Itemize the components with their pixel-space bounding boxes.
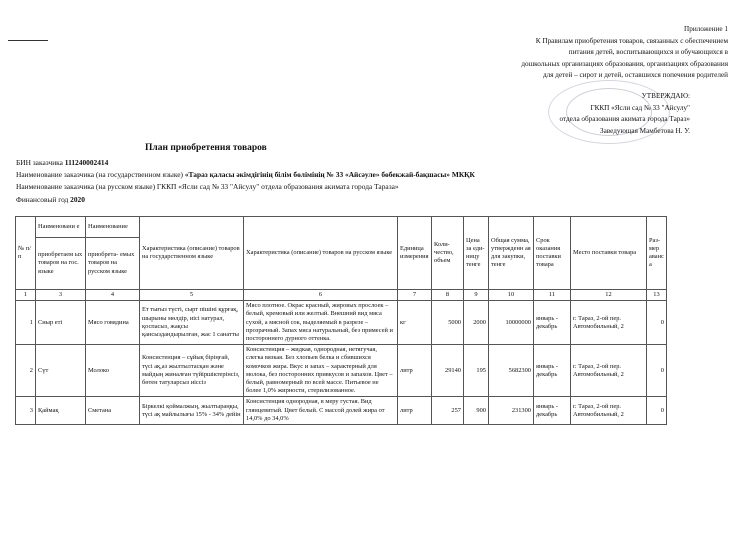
item-qty: 257: [432, 397, 464, 425]
column-number-row: [16, 290, 667, 301]
table-row: [16, 345, 667, 397]
header-advance: Раз- мер аванса: [647, 217, 667, 290]
item-unit: литр: [398, 345, 432, 397]
row-number: 2: [16, 345, 36, 397]
row-number: 1: [16, 301, 36, 345]
column-number: 5: [140, 290, 244, 301]
item-unit: литр: [398, 397, 432, 425]
item-price: 2000: [464, 301, 489, 345]
financial-year-line: [16, 195, 85, 204]
item-price: 195: [464, 345, 489, 397]
appendix-line: Приложение 1: [684, 25, 728, 33]
item-name-kz: Сүт: [36, 345, 86, 397]
header-char-kz: Характеристика (описание) товаров на государственном языке: [140, 217, 244, 290]
customer-name-state-value: «Тараз қаласы әкімдігінің білім бөлімінің № 33 «Айсәуле» бөбекжай-бақшасы» МКҚК: [184, 170, 475, 179]
column-number: 9: [464, 290, 489, 301]
column-number: 13: [647, 290, 667, 301]
table-row: [16, 397, 667, 425]
approval-line: УТВЕРЖДАЮ:: [641, 92, 690, 100]
item-qty: 29140: [432, 345, 464, 397]
item-qty: 5000: [432, 301, 464, 345]
column-number: 1: [16, 290, 36, 301]
procurement-table: [15, 216, 667, 425]
item-place: г. Тараз, 2-ой пер. Автомобильный, 2: [571, 345, 647, 397]
row-number: 3: [16, 397, 36, 425]
bin-value: 111240002414: [64, 158, 109, 167]
item-total: 231300: [489, 397, 534, 425]
column-number: 12: [571, 290, 647, 301]
header-char-ru: Характеристика (описание) товаров на русском языке: [244, 217, 398, 290]
page-title: План приобретения товаров: [145, 143, 267, 153]
item-price: 900: [464, 397, 489, 425]
customer-name-state-label: Наименование заказчика (на государственном языке): [16, 170, 185, 179]
bin-line: [16, 158, 108, 167]
column-number: 11: [534, 290, 571, 301]
item-advance: 0: [647, 345, 667, 397]
item-name-ru: Мясо говядина: [86, 301, 140, 345]
item-char-ru: Консистенция – жидкая, однородная, нетягучая, слегка вязкая. Без хлопьев белка и сбившихся комочков жира. Вкус и запах – характерный для молока, без посторонних привкусов и запахов. Цвет – белый, равномерный по всей массе. Питьевое не более 1,0% жирности, стерилизованное.: [244, 345, 398, 397]
appendix-line: для детей – сирот и детей, оставшихся попечения родителей: [542, 71, 728, 79]
item-char-kz: Ет тығыз түсті, сырт пішіні құрғақ, шырыны мөлдір, иісі натурал, қоспасыз, жақсы қансыздандырылған, жас 1 санатты: [140, 301, 244, 345]
item-char-ru: Мясо плотное. Окрас красный, жировых прослоек – белый, кремовый или желтый. Внешний вид мяса сухой, а мясной сок, выделяемый в разрезе – прозрачный. Запах мяса натуральный, без примесей и постороннего дурного оттенка.: [244, 301, 398, 345]
table-row: [16, 301, 667, 345]
separator-line: [8, 40, 48, 41]
column-number: 4: [86, 290, 140, 301]
header-place: Место поставки товара: [571, 217, 647, 290]
approval-block: [370, 91, 690, 137]
appendix-line: дошкольных организациях образования, организациях образования: [521, 59, 728, 68]
appendix-block: [388, 24, 728, 82]
header-unit: Единица измерения: [398, 217, 432, 290]
item-name-kz: Қаймақ: [36, 397, 86, 425]
column-number: 7: [398, 290, 432, 301]
header-name-kz: приобретаем ых товаров на гос. языке: [36, 238, 86, 290]
item-name-ru: Сметана: [86, 397, 140, 425]
header-price: Цена за еди- ницу тенге: [464, 217, 489, 290]
appendix-line: К Правилам приобретения товаров, связанных с обеспечением: [535, 36, 728, 45]
header-num: № п/п: [16, 217, 36, 290]
header-term: Срок оказания поставки товара: [534, 217, 571, 290]
approval-line: отдела образования акимата города Тараз»: [559, 115, 690, 123]
item-place: г. Тараз, 2-ой пер. Автомобильный, 2: [571, 397, 647, 425]
item-char-kz: Консистенция – сұйық біріңғай, түсі ақ,аз жылтылтасқан және майдың жиналған түйіршіктерінсіз, бөтен татуларсыз иіссіз: [140, 345, 244, 397]
item-advance: 0: [647, 301, 667, 345]
appendix-line: питания детей, воспитывающихся и обучающихся в: [568, 48, 728, 56]
item-total: 10000000: [489, 301, 534, 345]
header-qty: Коли- чество, объем: [432, 217, 464, 290]
item-name-ru: Молоко: [86, 345, 140, 397]
item-name-kz: Сиыр еті: [36, 301, 86, 345]
item-char-kz: Біркелкі қоймалжың, жылтыраңқы, түсі ақ майлылығы 15% - 34% дейін: [140, 397, 244, 425]
header-total: Общая сумма, утвержденн ая для закупки, тенге: [489, 217, 534, 290]
item-unit: кг: [398, 301, 432, 345]
financial-year-label: Финансовый год: [16, 195, 71, 204]
item-term: январь - декабрь: [534, 345, 571, 397]
customer-name-ru-line: Наименование заказчика (на русском языке) ГККП «Ясли сад № 33 "Айсулу" отдела образования акимата города Тараза»: [16, 182, 399, 191]
item-char-ru: Консистенция однородная, в меру густая. Вид глянцевитый. Цвет белый. С массой долей жира от 14,0% до 34,0%: [244, 397, 398, 425]
item-term: январь - декабрь: [534, 301, 571, 345]
header-name-group2: Наименование: [86, 217, 140, 238]
column-number: 3: [36, 290, 86, 301]
column-number: 8: [432, 290, 464, 301]
item-place: г. Тараз, 2-ой пер. Автомобильный, 2: [571, 301, 647, 345]
table-header-row: [16, 217, 667, 238]
item-term: январь - декабрь: [534, 397, 571, 425]
customer-name-state-line: [16, 170, 475, 179]
column-number: 6: [244, 290, 398, 301]
item-advance: 0: [647, 397, 667, 425]
column-number: 10: [489, 290, 534, 301]
header-name-ru: приобрета- емых товаров на русском языке: [86, 238, 140, 290]
financial-year-value: 2020: [70, 195, 85, 204]
item-total: 5682300: [489, 345, 534, 397]
header-name-group: Наименовани е: [36, 217, 86, 238]
approval-line: ГККП «Ясли сад № 33 "Айсулу": [590, 103, 690, 112]
bin-label: БИН заказчика: [16, 158, 65, 167]
approval-line: Заведующая Мамбетова Н. У.: [600, 126, 690, 135]
